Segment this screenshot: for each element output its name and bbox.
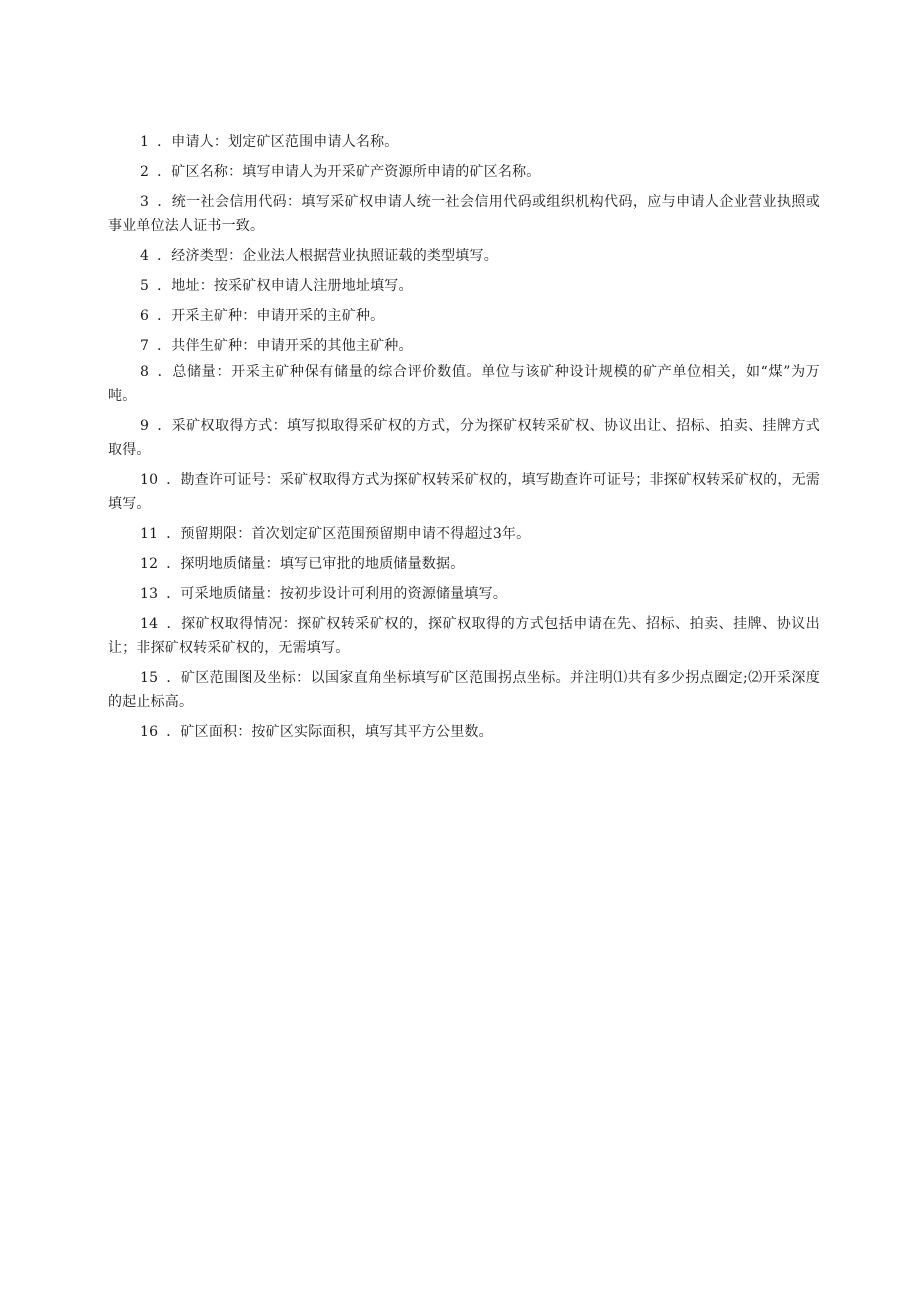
instruction-item-11 <box>108 522 820 546</box>
item-text: ．地址：按采矿权申请人注册地址填写。 <box>157 278 413 294</box>
item-text: ．总储量：开采主矿种保有储量的综合评价数值。单位与该矿种设计规模的矿产单位相关，如“煤”为万吨。 <box>108 364 820 404</box>
item-text: ．经济类型：企业法人根据营业执照证载的类型填写。 <box>157 248 498 264</box>
instruction-item-5 <box>108 274 820 298</box>
item-text: ．共伴生矿种：申请开采的其他主矿种。 <box>157 338 413 354</box>
instruction-item-2 <box>108 160 820 184</box>
item-text: ．预留期限：首次划定矿区范围预留期申请不得超过3年。 <box>166 526 531 542</box>
item-text: ．勘查许可证号：采矿权取得方式为探矿权转采矿权的，填写勘查许可证号；非探矿权转采矿权的，无需填写。 <box>108 472 820 512</box>
instructions-list <box>108 130 820 750</box>
item-number: 10 <box>140 472 159 488</box>
item-number: 14 <box>140 616 159 632</box>
item-number: 9 <box>140 418 150 434</box>
instruction-item-1 <box>108 130 820 154</box>
item-text: ．可采地质储量：按初步设计可利用的资源储量填写。 <box>166 586 508 602</box>
item-number: 7 <box>140 338 150 354</box>
instruction-item-7 <box>108 334 820 358</box>
instruction-item-9 <box>108 414 820 462</box>
item-text: ．统一社会信用代码：填写采矿权申请人统一社会信用代码或组织机构代码，应与申请人企业营业执照或事业单位法人证书一致。 <box>108 194 820 234</box>
item-text: ．探矿权取得情况：探矿权转采矿权的，探矿权取得的方式包括申请在先、招标、拍卖、挂牌、协议出让；非探矿权转采矿权的，无需填写。 <box>108 616 820 656</box>
item-number: 3 <box>140 194 150 210</box>
item-number: 6 <box>140 308 150 324</box>
item-text: ．申请人：划定矿区范围申请人名称。 <box>157 134 399 150</box>
item-text: ．矿区面积：按矿区实际面积，填写其平方公里数。 <box>166 724 493 740</box>
instruction-item-10 <box>108 468 820 516</box>
instruction-item-8 <box>108 360 820 408</box>
item-text: ．矿区范围图及坐标：以国家直角坐标填写矿区范围拐点坐标。并注明⑴共有多少拐点圈定;⑵开采深度的起止标高。 <box>108 670 820 710</box>
item-number: 12 <box>140 556 159 572</box>
item-number: 4 <box>140 248 150 264</box>
instruction-item-4 <box>108 244 820 268</box>
item-number: 13 <box>140 586 159 602</box>
item-number: 5 <box>140 278 150 294</box>
item-text: ．探明地质储量：填写已审批的地质储量数据。 <box>166 556 465 572</box>
item-number: 8 <box>140 364 150 380</box>
instruction-item-3 <box>108 190 820 238</box>
item-number: 2 <box>140 164 150 180</box>
item-number: 1 <box>140 134 150 150</box>
instruction-item-13 <box>108 582 820 606</box>
instruction-item-6 <box>108 304 820 328</box>
item-text: ．采矿权取得方式：填写拟取得采矿权的方式，分为探矿权转采矿权、协议出让、招标、拍卖、挂牌方式取得。 <box>108 418 820 458</box>
item-number: 11 <box>140 526 159 542</box>
item-text: ．矿区名称：填写申请人为开采矿产资源所申请的矿区名称。 <box>157 164 541 180</box>
item-number: 16 <box>140 724 159 740</box>
instruction-item-16 <box>108 720 820 744</box>
instruction-item-14 <box>108 612 820 660</box>
instruction-item-15 <box>108 666 820 714</box>
item-number: 15 <box>140 670 159 686</box>
item-text: ．开采主矿种：申请开采的主矿种。 <box>157 308 385 324</box>
instruction-item-12 <box>108 552 820 576</box>
